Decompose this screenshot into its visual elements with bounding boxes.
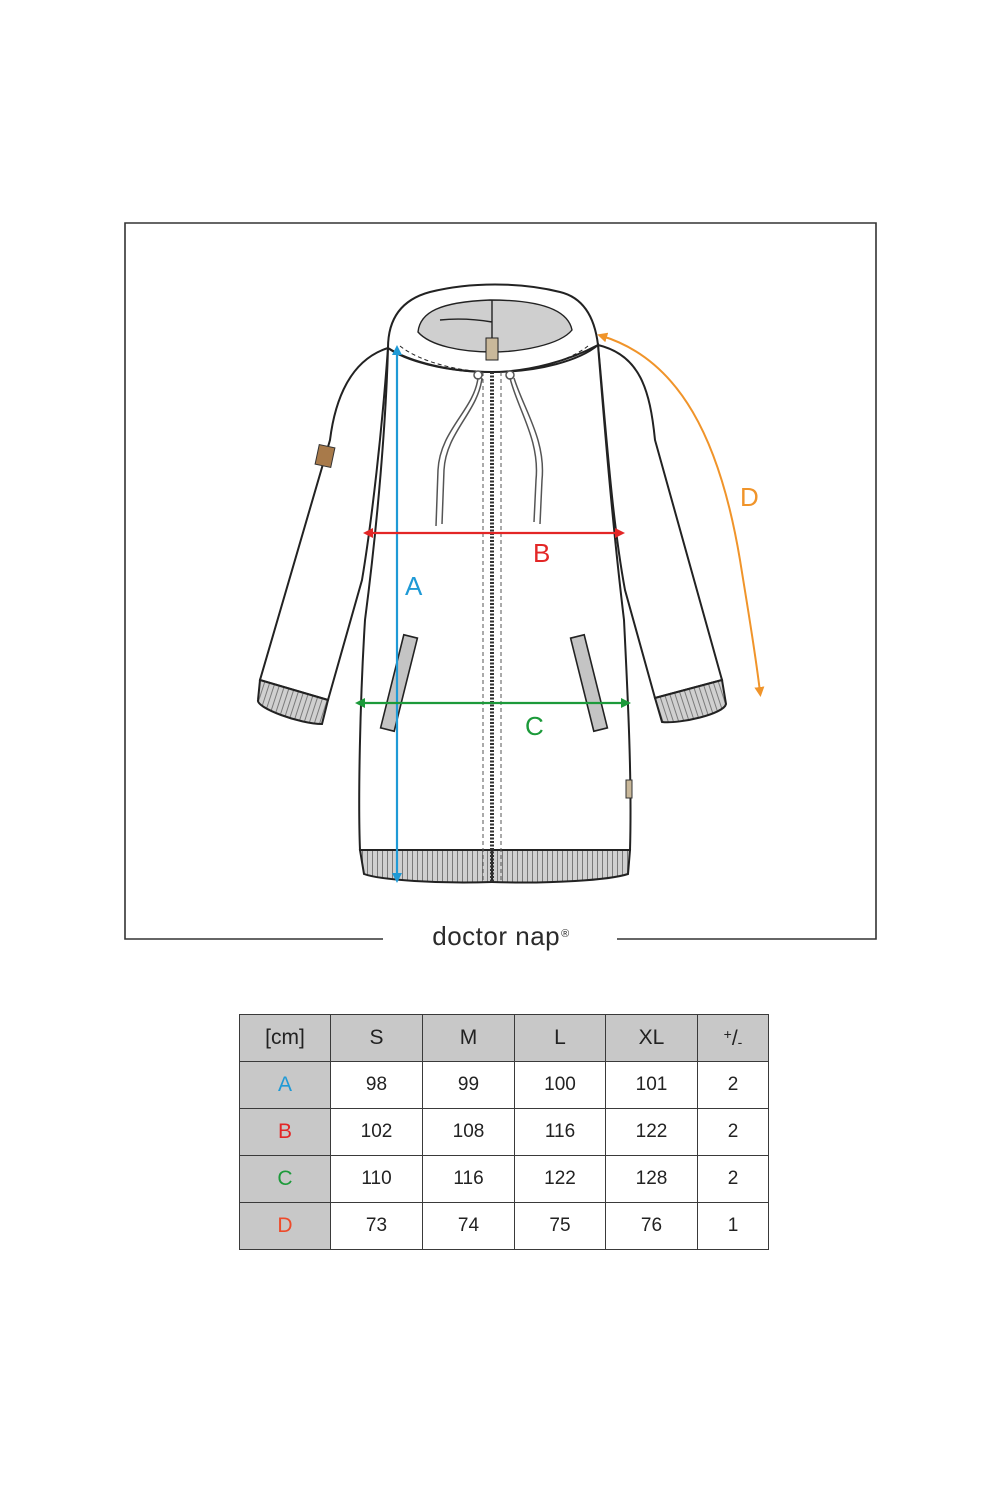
row-label-d: D [240,1203,331,1250]
tolerance-cell: 2 [698,1156,769,1203]
table-cell: 73 [331,1203,423,1250]
table-cell: 98 [331,1062,423,1109]
table-cell: 75 [515,1203,606,1250]
table-cell: 101 [606,1062,698,1109]
table-cell: 116 [515,1109,606,1156]
table-header-row [240,1015,769,1062]
size-header-l: L [515,1015,606,1062]
brand-logo [386,918,616,954]
hoodie-body [359,345,630,883]
table-row [240,1109,769,1156]
row-label-b: B [240,1109,331,1156]
size-header-m: M [423,1015,515,1062]
table-cell: 128 [606,1156,698,1203]
table-cell: 102 [331,1109,423,1156]
tolerance-header: +/- [698,1015,769,1062]
table-cell: 110 [331,1156,423,1203]
table-cell: 116 [423,1156,515,1203]
measure-d-label: D [740,482,759,512]
brand-name: doctor nap [432,921,561,951]
table-row [240,1203,769,1250]
size-header-s: S [331,1015,423,1062]
table-cell: 122 [606,1109,698,1156]
table-cell: 122 [515,1156,606,1203]
registered-mark: ® [561,928,570,940]
row-label-c: C [240,1156,331,1203]
table-cell: 74 [423,1203,515,1250]
measure-c-label: C [525,711,544,741]
sleeve-patch [315,445,335,468]
size-header-xl: XL [606,1015,698,1062]
row-label-a: A [240,1062,331,1109]
table-cell: 100 [515,1062,606,1109]
measure-a-label: A [405,571,423,601]
size-table [239,1014,769,1250]
unit-header: [cm] [240,1015,331,1062]
tolerance-cell: 2 [698,1062,769,1109]
table-cell: 76 [606,1203,698,1250]
side-tag [626,780,632,798]
table-cell: 99 [423,1062,515,1109]
hood [388,285,598,373]
tolerance-cell: 2 [698,1109,769,1156]
table-row [240,1156,769,1203]
table-cell: 108 [423,1109,515,1156]
table-row [240,1062,769,1109]
measure-b-label: B [533,538,551,568]
tolerance-cell: 1 [698,1203,769,1250]
